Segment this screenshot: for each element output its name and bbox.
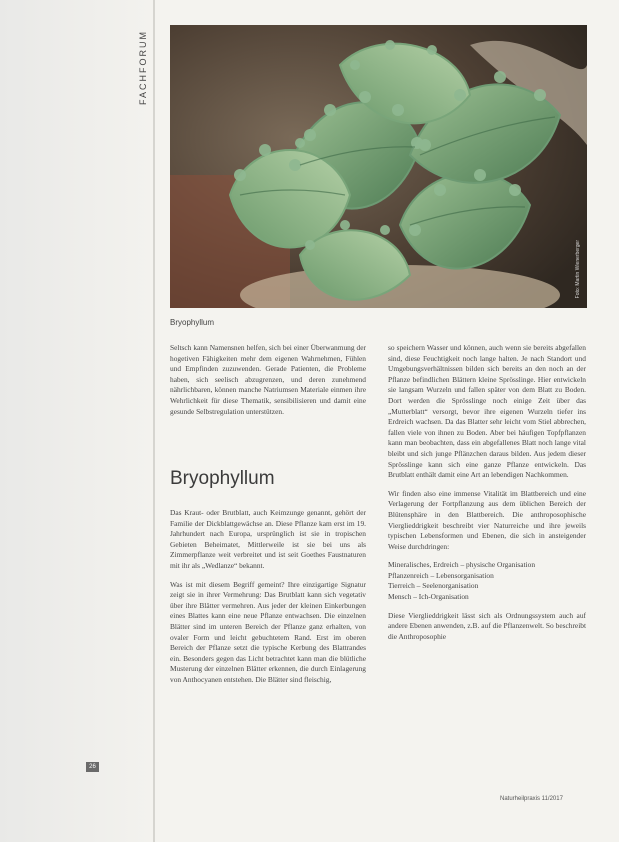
- hero-photo: [170, 25, 587, 308]
- photo-caption: Bryophyllum: [170, 318, 215, 327]
- paragraph: Wir finden also eine immense Vitalität im Blattbereich und eine Verlagerung der Fortpflanzung aus dem üblichen Bereich der Blütensphäre in den Blattbereich. Die anthroposophische Vierglieddrigkeit beschreibt vier Naturreiche und ihre jeweils typischen Lebensformen und Ebenen, die sich in ansteigender Weise durchdringen:: [388, 488, 586, 551]
- paragraph: Seltsch kann Namensnen helfen, sich bei einer Überwanmung der hogetiven Fähigkeiten mehr dem eigenen Wahrnehmen, Fühlen und Empfinden zuzuwenden. Gerade Patienten, die Probleme haben, sich seelisch abzugrenzen, und deren zunehmend nährlichbaren, können manche Natriumsen Materiale einmen ihre Wehrlichkeit für diese Thematik, sensibilisieren und damit eine gesunde Selbstregulation unterstützen.: [170, 343, 366, 416]
- column-left-top: [170, 343, 366, 425]
- page-number: 26: [86, 762, 99, 772]
- column-left-bottom: [170, 508, 366, 694]
- paragraph: so speichern Wasser und können, auch wenn sie bereits abgefallen sind, diese Feuchtigkeit noch lange halten. Je nach Standort und Umgebungsverhältnissen bilden sich bereits an den noch an der Pflanze befindlichen Blättern kleine Sprösslinge. Hier entwickeln sie langsam Wurzeln und fallen später von dem Blatt zu Boden. Dort werden die Sprösslinge noch einige Zeit über das „Mutterblatt“ versorgt, bevor ihre eigenen Wurzeln tiefer ins Erdreich wachsen. Da das Blatter sehr leicht vom Stiel abbrechen, fallen viele von ihnen zu Boden. Aber bei häufigen Topfpflanzen kann man beobachten, dass ein abgefallenes Blatt noch lange vital bleibt und sich junge Pflänzchen daraus bilden. Aus jedem dieser Sprösslinge kann sich eine ganze Pflanze entwickeln. Das Brutblatt enthält damit eine Art an lebendigen Nachkommen.: [388, 343, 586, 480]
- section-tag: FACHFORUM: [138, 30, 148, 105]
- list-item: Mensch – Ich-Organisation: [388, 592, 469, 602]
- page-gutter: [153, 0, 155, 842]
- paragraph: Was ist mit diesem Begriff gemeint? Ihre einzigartige Signatur zeigt sie in ihrer Vermehrung: Das Brutblatt kann sich vegetativ über ihre Blätter vermehren. Aus jeder der kleinen Einkerbungen eines Blattes kann eine neue Pflanze entwachsen. Die einzelnen Blätter sind im unteren Bereich der Pflanze ganz erhalten, von ovaler Form und leicht gebuchtetem Rand. Erst im oberen Bereich der Pflanze setzt die typische Kerbung des Blattrandes ein. Besonders gegen das Licht betrachtet kann man die blütliche Musterung der einzelnen Blätter erkennen, die durch Einlagerung von Anthocyanen entstehen. Die Blätter sind fleischig,: [170, 579, 366, 684]
- column-right: [388, 343, 586, 650]
- facing-page-margin: [0, 0, 150, 842]
- bryophyllum-photo: [170, 25, 587, 308]
- list-item: Pflanzenreich – Lebensorganisation: [388, 570, 494, 580]
- list-item: Tierreich – Seelenorganisation: [388, 581, 479, 591]
- paragraph: Diese Vierglieddrigkeit lässt sich als Ordnungssystem auch auf andere Ebenen anwenden, z.B. auf die Pflanzenwelt. So beschreibt die Anthroposophie: [388, 610, 586, 641]
- photo-credit: Foto: Martin Wienerberger: [575, 239, 581, 298]
- footer-magazine: Naturheilpraxis 11/2017: [500, 796, 563, 802]
- list-item: Mineralisches, Erdreich – physische Organisation: [388, 560, 536, 570]
- kingdom-list: [388, 560, 586, 602]
- section-heading: Bryophyllum: [170, 468, 275, 489]
- paragraph: Das Kraut- oder Brutblatt, auch Keimzunge genannt, gehört der Familie der Dickblattgewächse an. Diese Pflanze kam erst im 19. Jahrhundert nach Europa, ursprünglich ist sie in tropischen Gebieten Beheimatet, Mittlerweile ist sie bei uns als Zimmerpflanze weit verbreitet und ist seit Goethes Faustnaturen mit ihr als „Wedlanze“ bekannt.: [170, 508, 366, 570]
